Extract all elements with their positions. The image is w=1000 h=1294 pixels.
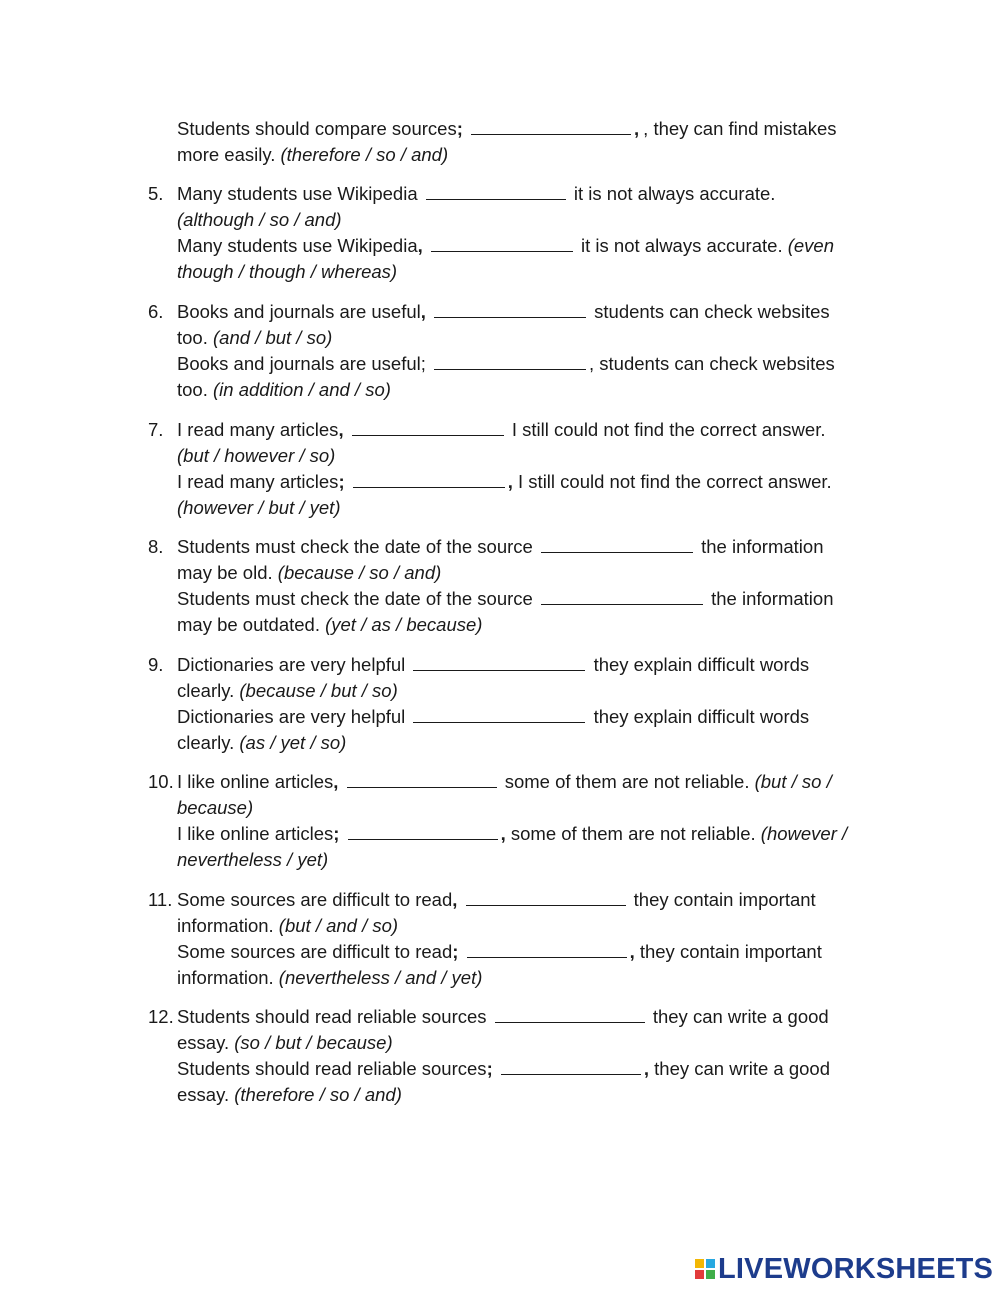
sentence-part: information. [177, 915, 274, 936]
item-number: 8. [148, 536, 164, 557]
sentence-part: Books and journals are useful; [177, 353, 426, 374]
sentence-part: the information [711, 588, 834, 609]
sentence-part: they contain important [639, 941, 822, 962]
sentence-part: the information [701, 536, 824, 557]
options-hint: (because / so / and) [277, 562, 442, 583]
answer-blank[interactable] [501, 1057, 641, 1075]
answer-blank[interactable] [431, 234, 573, 252]
item-number: 5. [148, 183, 164, 204]
options-hint: nevertheless / yet) [177, 849, 329, 870]
item-number: 12. [148, 1006, 174, 1027]
options-hint: (because / but / so) [239, 680, 398, 701]
punctuation: ; [333, 823, 340, 844]
options-hint: because) [177, 797, 254, 818]
options-hint: (however / [760, 823, 848, 844]
item-number: 10. [148, 771, 174, 792]
punctuation: , [452, 889, 458, 910]
sentence-part: may be old. [177, 562, 273, 583]
options-hint: (but / however / so) [177, 445, 336, 466]
sentence-part: information. [177, 967, 274, 988]
sentence-part: I like online articles [177, 771, 334, 792]
item-number: 9. [148, 654, 164, 675]
exercise-item-6 [148, 299, 878, 403]
answer-blank[interactable] [467, 940, 627, 958]
sentence-part: may be outdated. [177, 614, 320, 635]
exercise-item-11: 11. Some sources are difficult to read, they contain important information. (but / and / so) Some sources are difficult to read; , they contain important information. (nevertheless / and / yet) [148, 889, 822, 988]
sentence-part: I still could not find the correct answer. [518, 471, 832, 492]
sentence-part: clearly. [177, 680, 235, 701]
sentence-part: it is not always accurate. [573, 183, 776, 204]
sentence-part: Dictionaries are very helpful [177, 706, 406, 727]
options-hint: (therefore / so / and) [234, 1084, 402, 1105]
sentence-part: I still could not find the correct answer. [511, 419, 826, 440]
sentence-part: Dictionaries are very helpful [177, 654, 406, 675]
answer-blank[interactable] [426, 182, 566, 200]
sentence-part: clearly. [177, 732, 235, 753]
answer-blank[interactable] [413, 653, 585, 671]
answer-blank[interactable] [434, 300, 586, 318]
options-hint: (nevertheless / and / yet) [278, 967, 483, 988]
punctuation: ; [456, 118, 463, 139]
sentence-part: they explain difficult words [593, 654, 810, 675]
answer-blank[interactable] [348, 822, 498, 840]
answer-blank[interactable] [466, 888, 626, 906]
sentence-part: Some sources are difficult to read [177, 889, 453, 910]
sentence-part: some of them are not reliable. [504, 771, 750, 792]
sentence-part: Students should read reliable sources [177, 1006, 487, 1027]
sentence-part: they explain difficult words [593, 706, 810, 727]
sentence-part: Students must check the date of the source [177, 536, 533, 557]
sentence-part: they contain important [633, 889, 816, 910]
punctuation: , [420, 301, 426, 322]
sentence-part: Students must check the date of the source [177, 588, 533, 609]
sentence-part: they can write a good [654, 1058, 831, 1079]
options-hint: (and / but / so) [213, 327, 333, 348]
item-number: 7. [148, 419, 164, 440]
sentence-part: they can write a good [652, 1006, 829, 1027]
options-hint: (but / so / [754, 771, 832, 792]
sentence-part: Many students use Wikipedia [177, 183, 418, 204]
sentence-part: Students should read reliable sources [177, 1058, 487, 1079]
answer-blank[interactable] [434, 352, 586, 370]
answer-blank[interactable] [353, 470, 505, 488]
sentence-part: I read many articles [177, 419, 339, 440]
sentence-part: Students should compare sources [177, 118, 457, 139]
punctuation: , [338, 419, 344, 440]
options-hint: (but / and / so) [278, 915, 399, 936]
liveworksheets-logo[interactable] [694, 1254, 993, 1284]
exercise-item-7: 7. I read many articles, I still could not find the correct answer. (but / however / so) I read many articles; , I still could not find the correct answer. (however / but / yet) [148, 419, 832, 518]
sentence-part: I like online articles [177, 823, 334, 844]
options-hint: (although / so / and) [177, 209, 342, 230]
sentence-part: it is not always accurate. [581, 235, 783, 256]
item-number: 6. [148, 301, 164, 322]
logo-text: LIVEWORKSHEETS [718, 1253, 994, 1285]
punctuation: ; [338, 471, 345, 492]
options-hint: (however / but / yet) [177, 497, 341, 518]
sentence-part: I read many articles [177, 471, 339, 492]
answer-blank[interactable] [541, 535, 693, 553]
answer-blank[interactable] [352, 418, 504, 436]
sentence-part: , they can find mistakes [643, 118, 837, 139]
sentence-part: too. [177, 379, 208, 400]
punctuation: , [333, 771, 339, 792]
sentence-part: students can check websites [594, 301, 830, 322]
sentence-part: Some sources are difficult to read [177, 941, 453, 962]
liveworksheets-logo-icon [694, 1258, 716, 1280]
sentence-part: , students can check websites [589, 353, 835, 374]
sentence-part: essay. [177, 1032, 230, 1053]
sentence-part: too. [177, 327, 208, 348]
options-hint: (as / yet / so) [239, 732, 347, 753]
answer-blank[interactable] [541, 587, 703, 605]
exercise-item-8 [148, 534, 878, 638]
options-hint: (in addition / and / so) [213, 379, 391, 400]
punctuation: ; [452, 941, 459, 962]
options-hint: (therefore / so / and) [280, 144, 449, 165]
answer-blank[interactable] [347, 770, 497, 788]
sentence-part: Books and journals are useful [177, 301, 421, 322]
punctuation: , [417, 235, 423, 256]
sentence-part: essay. [177, 1084, 230, 1105]
answer-blank[interactable] [413, 705, 585, 723]
answer-blank[interactable] [495, 1005, 645, 1023]
exercise-item-5 [148, 181, 878, 285]
punctuation: ; [486, 1058, 493, 1079]
exercise-item-10: 10. I like online articles, some of them are not reliable. (but / so / because) I like online articles; , some of them are not reliable. (however / nevertheless / yet) [148, 771, 848, 870]
exercise-item-4-continued: Students should compare sources; , , they can find mistakes more easily. (therefore / so / and) [177, 118, 837, 165]
answer-blank[interactable] [471, 117, 631, 135]
sentence-part: some of them are not reliable. [510, 823, 756, 844]
options-hint: (even [787, 235, 834, 256]
sentence-part: Many students use Wikipedia [177, 235, 418, 256]
item-number: 11. [148, 889, 173, 910]
options-hint: though / though / whereas) [177, 261, 398, 282]
exercise-item-12: 12. Students should read reliable sources they can write a good essay. (so / but / because) Students should read reliable sources; , they can write a good essay. (therefore / so / and) [148, 1006, 831, 1105]
sentence-part: more easily. [177, 144, 276, 165]
options-hint: (so / but / because) [234, 1032, 393, 1053]
exercise-item-9 [148, 652, 878, 756]
options-hint: (yet / as / because) [325, 614, 483, 635]
